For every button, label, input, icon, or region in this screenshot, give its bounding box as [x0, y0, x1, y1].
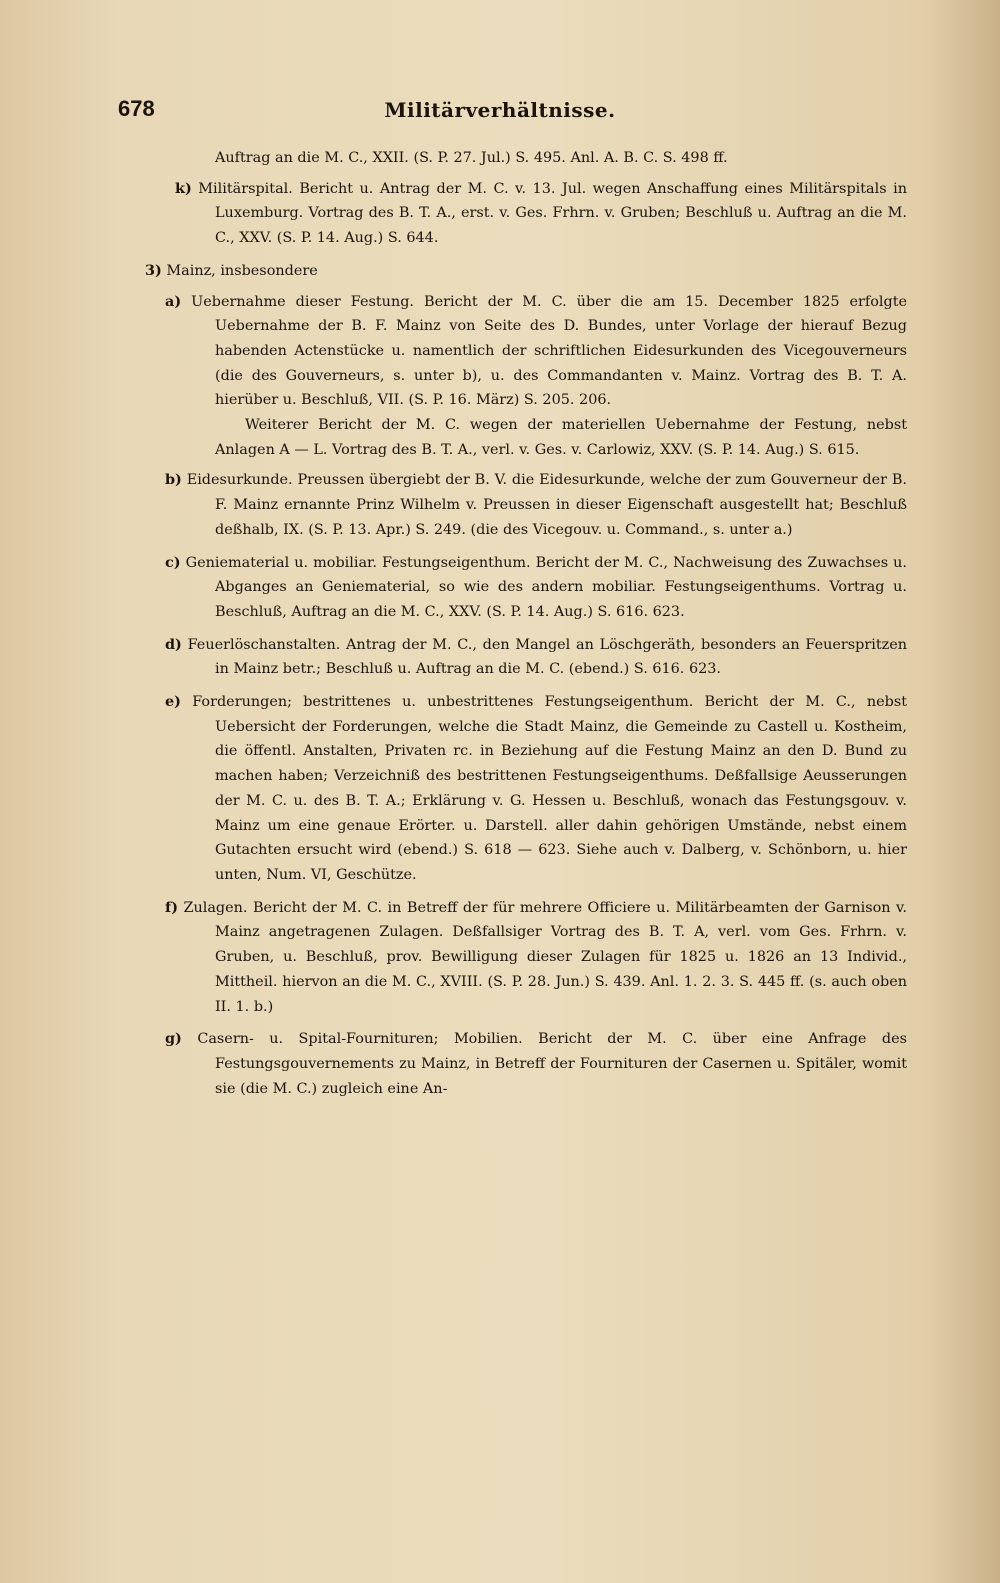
entry-g — [165, 1027, 907, 1101]
entry-text: Uebernahme dieser Festung. Bericht der M. C. über die am 15. December 1825 erfolgte Uebernahme der B. F. Mainz von Seite des D. Bundes, unter Vorlage der hierauf Bezug habenden Actenstücke u. namentlich der schriftlichen Eidesurkunden des Vicegouverneurs (die des Gouverneurs, s. unter b), u. des Commandanten v. Mainz. Vortrag des B. T. A. hierüber u. Beschluß, VII. (S. P. 16. März) S. 205. 206. — [191, 293, 908, 409]
entry-text: Zulagen. Bericht der M. C. in Betreff der für mehrere Officiere u. Militärbeamten der Garnison v. Mainz angetragenen Zulagen. Deßfallsiger Vortrag des B. T. A, verl. vom Ges. Frhrn. v. Gruben, u. Beschluß, prov. Bewilligung dieser Zulagen für 1825 u. 1826 an 13 Individ., Mittheil. hiervon an die M. C., XVIII. (S. P. 28. Jun.) S. 439. Anl. 1. 2. 3. S. 445 ff. (s. auch oben II. 1. b.) — [183, 899, 907, 1015]
index-body — [145, 146, 908, 1101]
entry-c — [165, 551, 907, 625]
section-mainz — [145, 259, 907, 284]
entry-label: f) — [165, 898, 178, 916]
entry-f — [165, 896, 907, 1020]
entry-text: Forderungen; bestrittenes u. unbestrittenes Festungseigenthum. Bericht der M. C., nebst Uebersicht der Forderungen, welche die Stadt Mainz, die Gemeinde zu Castell u. Kostheim, die öffentl. Anstalten, Privaten rc. in Beziehung auf die Festung Mainz an den D. Bund zu machen haben; Verzeichniß des bestrittenen Festungseigenthums. Deßfallsige Aeusserungen der M. C. u. des B. T. A.; Erklärung v. G. Hessen u. Beschluß, wonach das Festungsgouv. v. Mainz um eine genaue Erörter. u. Darstell. aller dahin gehörigen Umstände, nebst einem Gutachten ersucht wird (ebend.) S. 618 — 623. Siehe auch v. Dalberg, v. Schönborn, u. hier unten, Num. VI, Geschütze. — [192, 694, 907, 883]
entry-a — [165, 290, 907, 414]
entry-text: Casern- u. Spital-Fournituren; Mobilien. Bericht der M. C. über eine Anfrage des Festungsgouvernements zu Mainz, in Betreff der Fournituren der Casernen u. Spitäler, womit sie (die M. C.) zugleich eine An- — [197, 1031, 908, 1097]
entry-text: Eidesurkunde. Preussen übergiebt der B. V. die Eidesurkunde, welche der zum Gouverneur der B. F. Mainz ernannte Prinz Wilhelm v. Preussen in dieser Eigenschaft ausgestellt hat; Beschluß deßhalb, IX. (S. P. 13. Apr.) S. 249. (die des Vicegouv. u. Command., s. unter a.) — [186, 472, 907, 538]
page-header — [118, 96, 882, 136]
entry-b — [165, 468, 907, 542]
entry-k — [165, 177, 907, 251]
page-number: 678 — [118, 96, 155, 121]
entry-label: 3) — [145, 261, 162, 279]
running-title: Militärverhältnisse. — [384, 98, 616, 122]
entry-label: k) — [175, 179, 192, 197]
entry-label: g) — [165, 1030, 182, 1048]
entry-label: b) — [165, 471, 182, 489]
entry-e — [165, 690, 907, 888]
entry-continuation: Auftrag an die M. C., XXII. (S. P. 27. Jul.) S. 495. Anl. A. B. C. S. 498 ff. — [215, 150, 728, 166]
entry-label: c) — [165, 553, 181, 571]
entry-a-continuation: Weiterer Bericht der M. C. wegen der materiellen Uebernahme der Festung, nebst Anlagen A — L. Vortrag des B. T. A., verl. v. Ges. v. Carlowiz, XXV. (S. P. 14. Aug.) S. 615. — [215, 417, 907, 458]
entry-label: d) — [165, 635, 182, 653]
entry-d — [165, 633, 907, 682]
entry-label: a) — [165, 292, 182, 310]
entry-text: Feuerlöschanstalten. Antrag der M. C., den Mangel an Löschgeräth, besonders an Feuerspritzen in Mainz betr.; Beschluß u. Auftrag an die M. C. (ebend.) S. 616. 623. — [187, 636, 907, 678]
entry-text: Geniematerial u. mobiliar. Festungseigenthum. Bericht der M. C., Nachweisung des Zuwachses u. Abganges an Geniematerial, so wie des andern mobiliar. Festungseigenthums. Vortrag u. Beschluß, Auftrag an die M. C., XXV. (S. P. 14. Aug.) S. 616. 623. — [185, 554, 908, 620]
entry-text: Mainz, insbesondere — [166, 262, 318, 279]
entry-label: e) — [165, 693, 181, 711]
entry-text: Militärspital. Bericht u. Antrag der M. C. v. 13. Jul. wegen Anschaffung eines Militärspitals in Luxemburg. Vortrag des B. T. A., erst. v. Ges. Frhrn. v. Gruben; Beschluß u. Auftrag an die M. C., XXV. (S. P. 14. Aug.) S. 644. — [198, 180, 907, 247]
